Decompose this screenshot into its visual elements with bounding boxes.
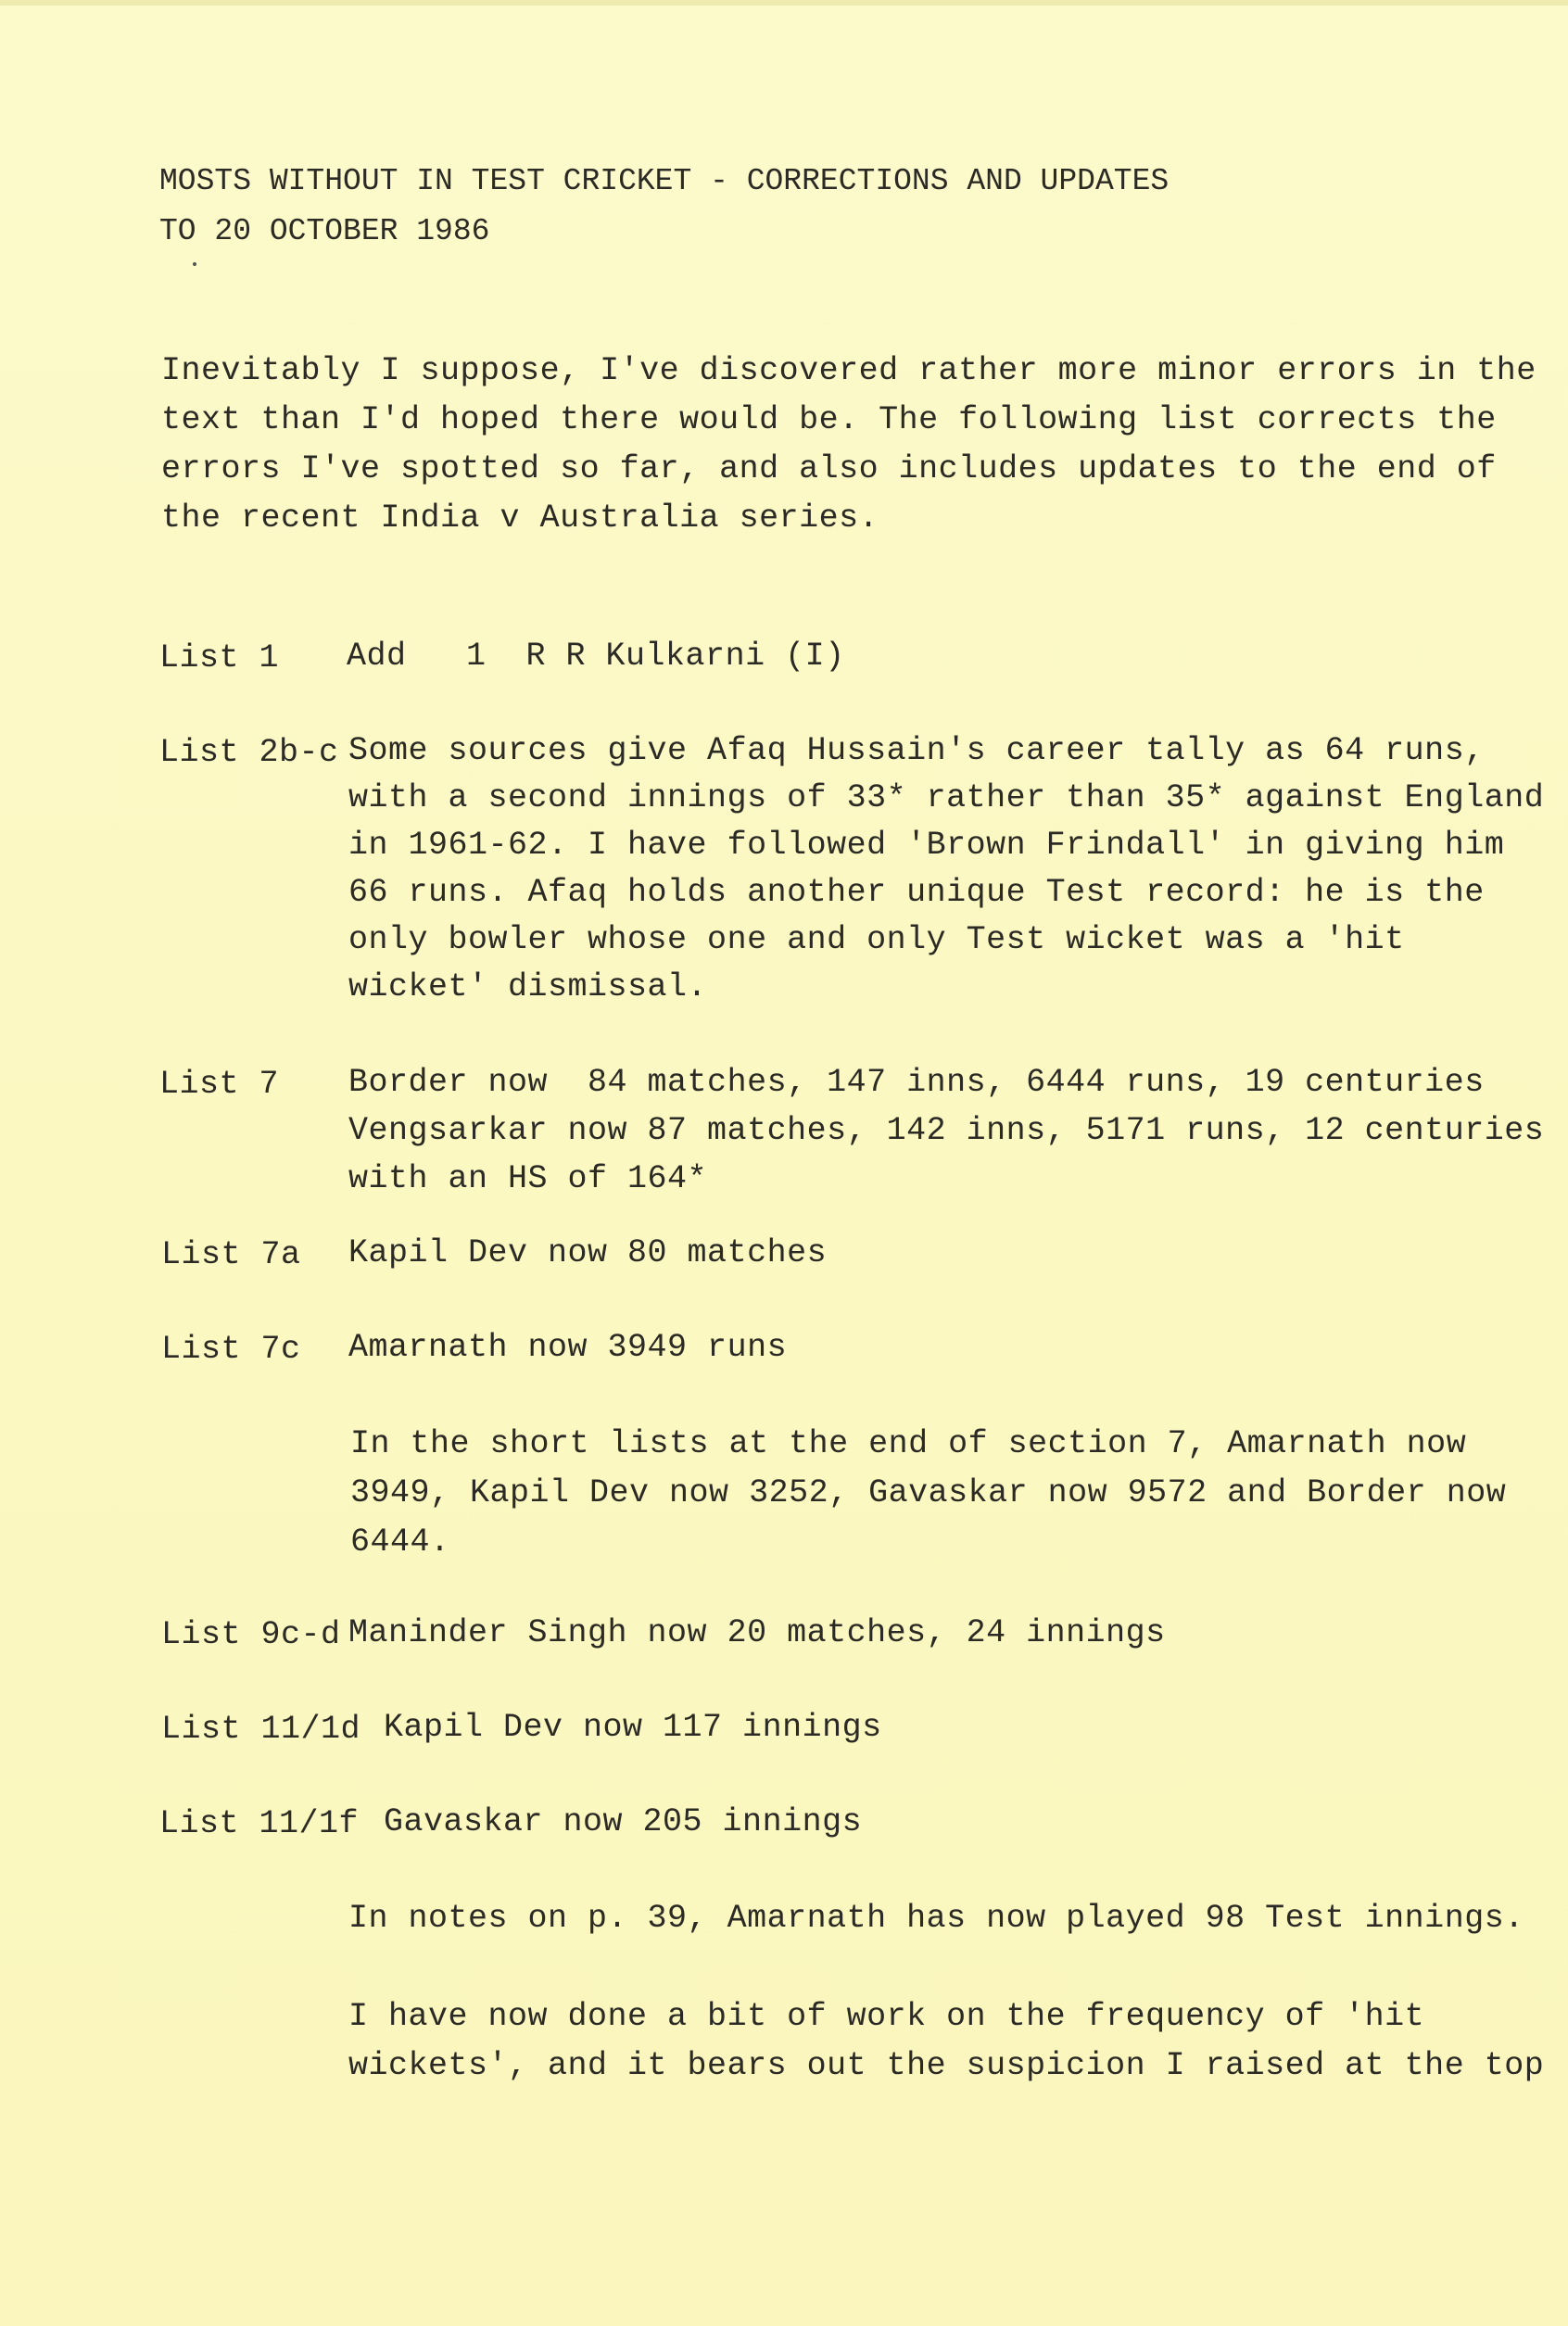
entry-label: List 7c — [161, 1331, 301, 1368]
intro-line: Inevitably I suppose, I've discovered rather more minor errors in the — [161, 352, 1536, 389]
entry-label: List 11/1d — [161, 1711, 361, 1748]
entry-label: List 1 — [159, 639, 280, 676]
entry-text: Kapil Dev now 117 innings — [384, 1709, 882, 1746]
entry-text: Maninder Singh now 20 matches, 24 innings — [348, 1614, 1166, 1651]
entry-text: 6444. — [350, 1523, 450, 1561]
entry-text: 3949, Kapil Dev now 3252, Gavaskar now 9572 and Border now — [350, 1474, 1507, 1511]
entry-text: Kapil Dev now 80 matches — [348, 1234, 828, 1271]
entry-text: I have now done a bit of work on the frequency of 'hit — [348, 1998, 1425, 2035]
entry-text: Some sources give Afaq Hussain's career tally as 64 runs, — [348, 732, 1485, 769]
entry-label: List 7 — [159, 1066, 280, 1103]
entry-text: 66 runs. Afaq holds another unique Test record: he is the — [348, 874, 1485, 911]
document-title-line-1: MOSTS WITHOUT IN TEST CRICKET - CORRECTIONS AND UPDATES — [159, 164, 1170, 198]
ink-speck — [193, 262, 196, 266]
entry-text: Add 1 R R Kulkarni (I) — [347, 638, 845, 675]
entry-text: with a second innings of 33* rather than 35* against England — [348, 779, 1545, 816]
intro-line: errors I've spotted so far, and also includes updates to the end of — [161, 450, 1497, 487]
entry-text: Vengsarkar now 87 matches, 142 inns, 5171 runs, 12 centuries — [348, 1112, 1545, 1149]
entry-text: only bowler whose one and only Test wicket was a 'hit — [348, 921, 1405, 958]
entry-text: in 1961-62. I have followed 'Brown Frindall' in giving him — [348, 827, 1505, 864]
entry-text: In the short lists at the end of section 7, Amarnath now — [350, 1425, 1467, 1462]
entry-label: List 7a — [161, 1236, 301, 1273]
entry-text: Amarnath now 3949 runs — [348, 1329, 788, 1366]
document-title-line-2: TO 20 OCTOBER 1986 — [159, 214, 490, 248]
intro-line: text than I'd hoped there would be. The following list corrects the — [161, 401, 1497, 438]
page-edge — [0, 0, 1568, 6]
entry-text: with an HS of 164* — [348, 1160, 708, 1197]
entry-text: In notes on p. 39, Amarnath has now played 98 Test innings. — [348, 1900, 1524, 1937]
entry-label: List 2b-c — [159, 734, 339, 771]
entry-text: Gavaskar now 205 innings — [384, 1803, 863, 1840]
entry-text: Border now 84 matches, 147 inns, 6444 runs, 19 centuries — [348, 1064, 1485, 1101]
intro-line: the recent India v Australia series. — [161, 499, 879, 537]
entry-text: wicket' dismissal. — [348, 968, 708, 1005]
entry-label: List 11/1f — [159, 1805, 360, 1842]
entry-label: List 9c-d — [161, 1616, 341, 1653]
entry-text: wickets', and it bears out the suspicion I raised at the top — [348, 2047, 1545, 2084]
